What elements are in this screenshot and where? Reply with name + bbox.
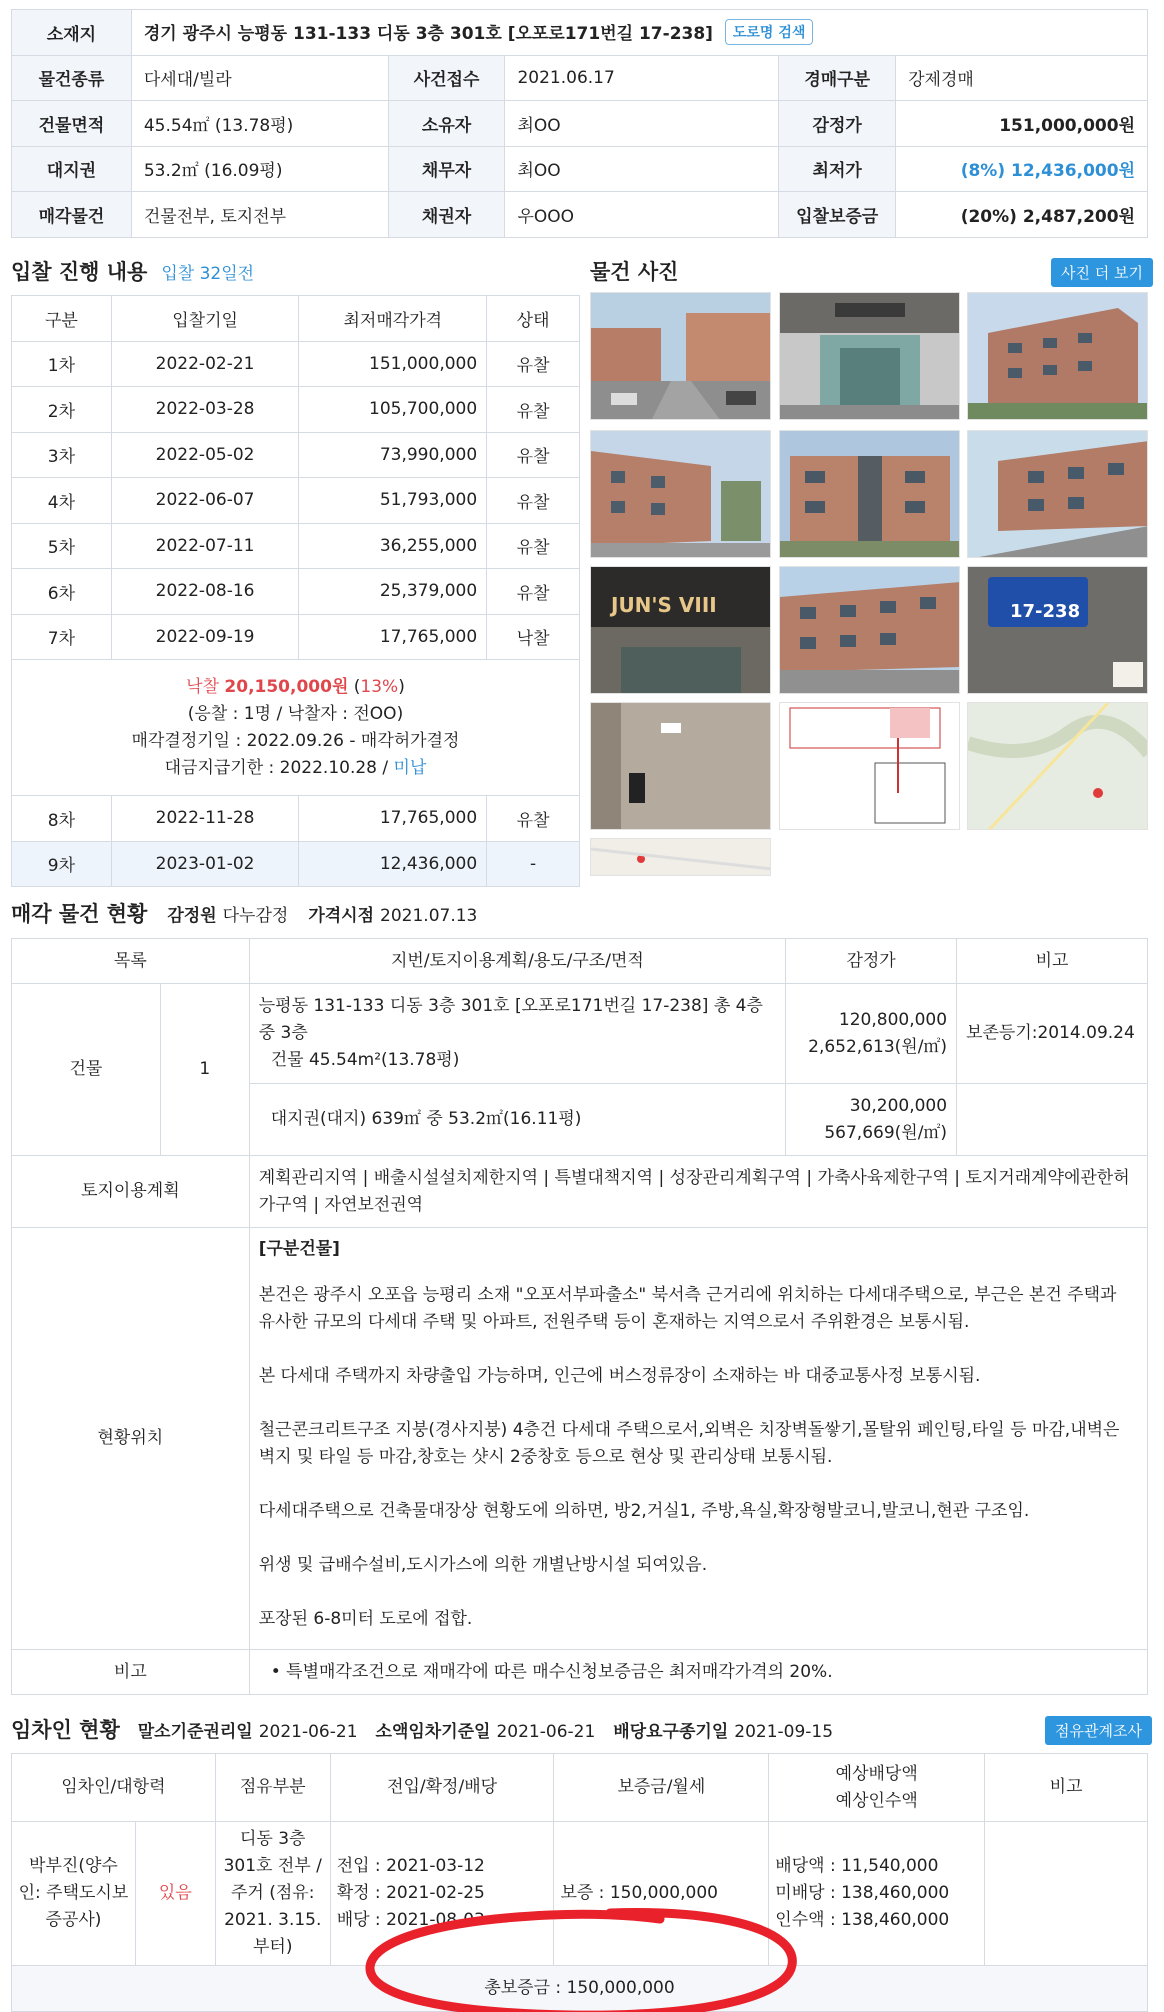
property-photo[interactable] xyxy=(779,566,960,694)
land-price-unit: 567,669(원/㎡) xyxy=(824,1122,948,1143)
bid-section-title xyxy=(11,256,254,286)
prop-header-price: 감정가 xyxy=(786,939,957,984)
bid-status: 유찰 xyxy=(487,387,580,433)
bid-header-price: 최저매각가격 xyxy=(299,296,487,342)
expected-assumption-header: 예상인수액 xyxy=(835,1790,918,1811)
summary-table xyxy=(11,9,1148,238)
land-price-total: 30,200,000 xyxy=(849,1095,948,1116)
bid-date: 2023-01-02 xyxy=(111,841,299,887)
location-paragraph: 위생 및 급배수설비,도시가스에 의한 개별난방시설 되여있음. xyxy=(258,1555,708,1575)
property-photo[interactable] xyxy=(590,430,771,558)
price-date-label: 가격시점 xyxy=(308,906,375,926)
prop-header-note: 비고 xyxy=(957,939,1148,984)
property-photo[interactable] xyxy=(779,702,960,830)
location-paragraph: 철근콘크리트구조 지붕(경사지붕) 4층건 다세대 주택으로서,외벽은 치장벽돌쌓기,몰탈위 페인팅,타일 등 마감,내벽은 벽지 및 타일 등 마감,창호는 샷시 2중창호 등으로 현상 및 관리상태 보통시됨. xyxy=(258,1420,1120,1467)
more-photos-button[interactable]: 사진 더 보기 xyxy=(1051,258,1153,287)
building-area-label: 건물면적 xyxy=(12,101,132,147)
location-status-value xyxy=(249,1228,1147,1650)
location-paragraph: 포장된 6-8미터 도로에 접합. xyxy=(258,1609,473,1629)
tenant-header-name: 임차인/대항력 xyxy=(12,1754,216,1822)
sale-items-value: 건물전부, 토지전부 xyxy=(131,192,388,238)
dividend-amount: 배당액 : 11,540,000 xyxy=(775,1856,939,1876)
tenant-header-deposit: 보증금/월세 xyxy=(554,1754,769,1822)
bid-header-status: 상태 xyxy=(487,296,580,342)
property-title-text: 매각 물건 현황 xyxy=(11,902,148,926)
land-right-label: 대지권 xyxy=(12,146,132,192)
bid-price: 12,436,000 xyxy=(299,841,487,887)
bid-row xyxy=(12,341,580,387)
creditor-label: 채권자 xyxy=(388,192,505,238)
photo-section-title: 물건 사진 xyxy=(590,260,679,284)
bid-round: 4차 xyxy=(12,478,112,524)
bid-price: 36,255,000 xyxy=(299,523,487,569)
bid-date: 2022-07-11 xyxy=(111,523,299,569)
property-photo[interactable] xyxy=(590,292,771,420)
dividend-deadline-value: 2021-09-15 xyxy=(734,1722,834,1742)
owner-value: 최OO xyxy=(505,101,779,147)
building-address: 능평동 131-133 디동 3층 301호 [오포로171번길 17-238] 총 4층 중 3층 xyxy=(258,996,763,1043)
property-photo[interactable] xyxy=(967,292,1148,420)
tenant-name: 박부진(양수인: 주택도시보증공사) xyxy=(12,1822,136,1966)
bid-date: 2022-05-02 xyxy=(111,432,299,478)
building-note: 보존등기:2014.09.24 xyxy=(957,984,1148,1084)
building-price-unit: 2,652,613(원/㎡) xyxy=(808,1036,948,1057)
building-area: 건물 45.54m²(13.78평) xyxy=(270,1050,460,1070)
location-address: 경기 광주시 능평동 131-133 디동 3층 301호 [오포로171번길 17-238] xyxy=(143,24,713,45)
auction-type-label: 경매구분 xyxy=(779,55,896,101)
bid-status: 유찰 xyxy=(487,796,580,842)
sale-result: 낙찰 20,150,000원 (13%) (응찰 : 1명 / 낙찰자 : 전OO) 매각결정기일 : 2022.09.26 - 매각허가결정 대금지급기한 : 2022.10.28 / 미납 xyxy=(12,660,580,796)
debtor-label: 채무자 xyxy=(388,146,505,192)
location-paragraph: 다세대주택으로 건축물대장상 현황도에 의하면, 방2,거실1, 주방,욕실,확장형발코니,발코니,현관 구조임. xyxy=(258,1501,1030,1521)
case-received-label: 사건접수 xyxy=(388,55,505,101)
property-type-value: 다세대/빌라 xyxy=(131,55,388,101)
bid-row xyxy=(12,569,580,615)
property-photo[interactable] xyxy=(967,430,1148,558)
bid-row-current xyxy=(12,841,580,887)
occupancy-survey-button[interactable]: 점유관계조사 xyxy=(1045,1716,1152,1745)
deposit-value: (20%) 2,487,200원 xyxy=(896,192,1148,238)
bid-status: 유찰 xyxy=(487,341,580,387)
building-number: 1 xyxy=(160,984,249,1156)
bid-row xyxy=(12,614,580,660)
property-photo[interactable] xyxy=(779,430,960,558)
building-price xyxy=(786,984,957,1084)
bid-price: 25,379,000 xyxy=(299,569,487,615)
property-note: • 특별매각조건으로 재매각에 따른 매수신청보증금은 최저매각가격의 20%. xyxy=(249,1650,1147,1695)
tenant-expected xyxy=(769,1822,985,1966)
land-use-label: 토지이용계획 xyxy=(12,1156,250,1228)
tenant-table xyxy=(11,1753,1148,2012)
land-use-value: 계획관리지역 | 배출시설설치제한지역 | 특별대책지역 | 성장관리계획구역 | 가축사육제한구역 | 토지거래계약에관한허가구역 | 자연보전권역 xyxy=(249,1156,1147,1228)
min-price-value: (8%) 12,436,000원 xyxy=(896,146,1148,192)
creditor-value: 우OOO xyxy=(505,192,779,238)
prop-header-detail: 지번/토지이용계획/용도/구조/면적 xyxy=(249,939,785,984)
bid-round: 2차 xyxy=(12,387,112,433)
bid-date: 2022-06-07 xyxy=(111,478,299,524)
land-right-value: 53.2㎡ (16.09평) xyxy=(131,146,388,192)
location-label: 소재지 xyxy=(12,10,132,56)
property-photo[interactable] xyxy=(779,292,960,420)
svg-text:17-238: 17-238 xyxy=(1010,601,1081,622)
bid-round: 6차 xyxy=(12,569,112,615)
appraiser-label: 감정원 xyxy=(167,906,217,926)
bid-round: 8차 xyxy=(12,796,112,842)
road-search-button[interactable]: 도로명 검색 xyxy=(725,19,814,45)
dividend-request-date: 배당 : 2021-08-03 xyxy=(336,1910,485,1930)
bid-round: 3차 xyxy=(12,432,112,478)
tenant-opposability: 있음 xyxy=(135,1822,215,1966)
location-status-label: 현황위치 xyxy=(12,1228,250,1650)
bid-round: 1차 xyxy=(12,341,112,387)
building-area-value: 45.54㎡ (13.78평) xyxy=(131,101,388,147)
bid-round: 5차 xyxy=(12,523,112,569)
payment-status: 미납 xyxy=(393,757,427,778)
confirmed-date: 확정 : 2021-02-25 xyxy=(336,1883,485,1903)
location-paragraph: 본건은 광주시 오포읍 능평리 소재 "오포서부파출소" 북서측 근거리에 위치하는 다세대주택으로, 부근은 본건 주택과 유사한 규모의 다세대 주택 및 아파트, 전원주택 등이 혼재하는 지역으로서 주위환경은 보통시됨. xyxy=(258,1285,1117,1332)
bid-row xyxy=(12,432,580,478)
sold-percent: 13% xyxy=(360,676,399,697)
bid-status: 낙찰 xyxy=(487,614,580,660)
bid-status: 유찰 xyxy=(487,569,580,615)
small-lease-date-value: 2021-06-21 xyxy=(496,1722,596,1742)
property-note-label: 비고 xyxy=(12,1650,250,1695)
sale-items-label: 매각물건 xyxy=(12,192,132,238)
tenant-dates xyxy=(330,1822,554,1966)
appraisal-label: 감정가 xyxy=(779,101,896,147)
owner-label: 소유자 xyxy=(388,101,505,147)
bid-header-date: 입찰기일 xyxy=(111,296,299,342)
property-photo[interactable] xyxy=(590,702,771,830)
tenant-header-expected xyxy=(769,1754,985,1822)
min-price-label: 최저가 xyxy=(779,146,896,192)
cancel-date-label: 말소기준권리일 xyxy=(137,1722,253,1742)
bid-countdown: 입찰 32일전 xyxy=(161,264,255,284)
tenant-deposit: 보증 : 150,000,000 xyxy=(554,1822,769,1966)
bid-status: - xyxy=(487,841,580,887)
bid-date: 2022-03-28 xyxy=(111,387,299,433)
land-note xyxy=(957,1084,1148,1156)
svg-text:JUN'S VIII: JUN'S VIII xyxy=(611,593,717,617)
location-heading: [구분건물] xyxy=(258,1239,340,1259)
deposit-label: 입찰보증금 xyxy=(779,192,896,238)
property-photo[interactable] xyxy=(590,838,771,876)
property-photo[interactable] xyxy=(590,566,771,694)
property-table xyxy=(11,938,1148,1695)
prop-header-list: 목록 xyxy=(12,939,250,984)
decision-date: 매각결정기일 : 2022.09.26 - 매각허가결정 xyxy=(131,730,460,751)
bidders-info: (응찰 : 1명 / 낙찰자 : 전OO) xyxy=(187,703,404,724)
bid-row xyxy=(12,478,580,524)
move-in-date: 전입 : 2021-03-12 xyxy=(336,1856,485,1876)
land-price xyxy=(786,1084,957,1156)
tenant-note xyxy=(985,1822,1148,1966)
bid-round: 7차 xyxy=(12,614,112,660)
price-date-value: 2021.07.13 xyxy=(380,906,478,926)
bid-date: 2022-08-16 xyxy=(111,569,299,615)
bid-price: 151,000,000 xyxy=(299,341,487,387)
bid-price: 17,765,000 xyxy=(299,796,487,842)
building-label: 건물 xyxy=(12,984,161,1156)
land-right-detail: 대지권(대지) 639㎡ 중 53.2㎡(16.11평) xyxy=(249,1084,785,1156)
bid-date: 2022-09-19 xyxy=(111,614,299,660)
assumed-amount: 인수액 : 138,460,000 xyxy=(775,1910,950,1930)
bid-row xyxy=(12,387,580,433)
tenant-header-note: 비고 xyxy=(985,1754,1148,1822)
bid-date: 2022-02-21 xyxy=(111,341,299,387)
property-type-label: 물건종류 xyxy=(12,55,132,101)
bid-round: 9차 xyxy=(12,841,112,887)
tenant-occupied-part: 디동 3층 301호 전부 / 주거 (점유: 2021. 3.15.부터) xyxy=(215,1822,330,1966)
appraisal-value: 151,000,000원 xyxy=(896,101,1148,147)
tenant-section-title xyxy=(11,1714,833,1744)
bid-price: 51,793,000 xyxy=(299,478,487,524)
bid-status: 유찰 xyxy=(487,432,580,478)
bid-status: 유찰 xyxy=(487,523,580,569)
undivided-amount: 미배당 : 138,460,000 xyxy=(775,1883,950,1903)
bid-price: 17,765,000 xyxy=(299,614,487,660)
bid-price: 73,990,000 xyxy=(299,432,487,478)
bid-status: 유찰 xyxy=(487,478,580,524)
property-photo[interactable] xyxy=(967,702,1148,830)
bid-row xyxy=(12,523,580,569)
auction-type-value: 강제경매 xyxy=(896,55,1148,101)
small-lease-date-label: 소액임차기준일 xyxy=(375,1722,491,1742)
cancel-date-value: 2021-06-21 xyxy=(258,1722,358,1742)
property-photo[interactable] xyxy=(967,566,1148,694)
bid-table xyxy=(11,295,580,887)
case-received-value: 2021.06.17 xyxy=(505,55,779,101)
debtor-value: 최OO xyxy=(505,146,779,192)
property-note-text: 특별매각조건으로 재매각에 따른 매수신청보증금은 최저매각가격의 20%. xyxy=(286,1661,833,1682)
bid-header-round: 구분 xyxy=(12,296,112,342)
building-detail xyxy=(249,984,785,1084)
location-paragraph: 본 다세대 주택까지 차량출입 가능하며, 인근에 버스정류장이 소재하는 바 대중교통사정 보통시됨. xyxy=(258,1366,981,1386)
dividend-deadline-label: 배당요구종기일 xyxy=(613,1722,729,1742)
bid-price: 105,700,000 xyxy=(299,387,487,433)
sold-label: 낙찰 xyxy=(186,676,219,697)
tenant-row xyxy=(12,1822,1148,1966)
expected-dividend-header: 예상배당액 xyxy=(835,1763,918,1784)
bid-date: 2022-11-28 xyxy=(111,796,299,842)
property-section-title xyxy=(11,898,477,928)
building-price-total: 120,800,000 xyxy=(838,1009,948,1030)
bid-row xyxy=(12,796,580,842)
tenant-header-occupied: 점유부분 xyxy=(215,1754,330,1822)
tenant-header-dates: 전입/확정/배당 xyxy=(330,1754,554,1822)
sold-amount: 20,150,000원 xyxy=(224,676,349,697)
bid-title-text: 입찰 진행 내용 xyxy=(11,260,148,284)
payment-deadline: 대금지급기한 : 2022.10.28 / xyxy=(164,757,389,778)
appraiser-value: 다누감정 xyxy=(222,906,289,926)
total-deposit: 총보증금 : 150,000,000 xyxy=(12,1966,1148,2012)
tenant-title-text: 임차인 현황 xyxy=(11,1718,120,1742)
